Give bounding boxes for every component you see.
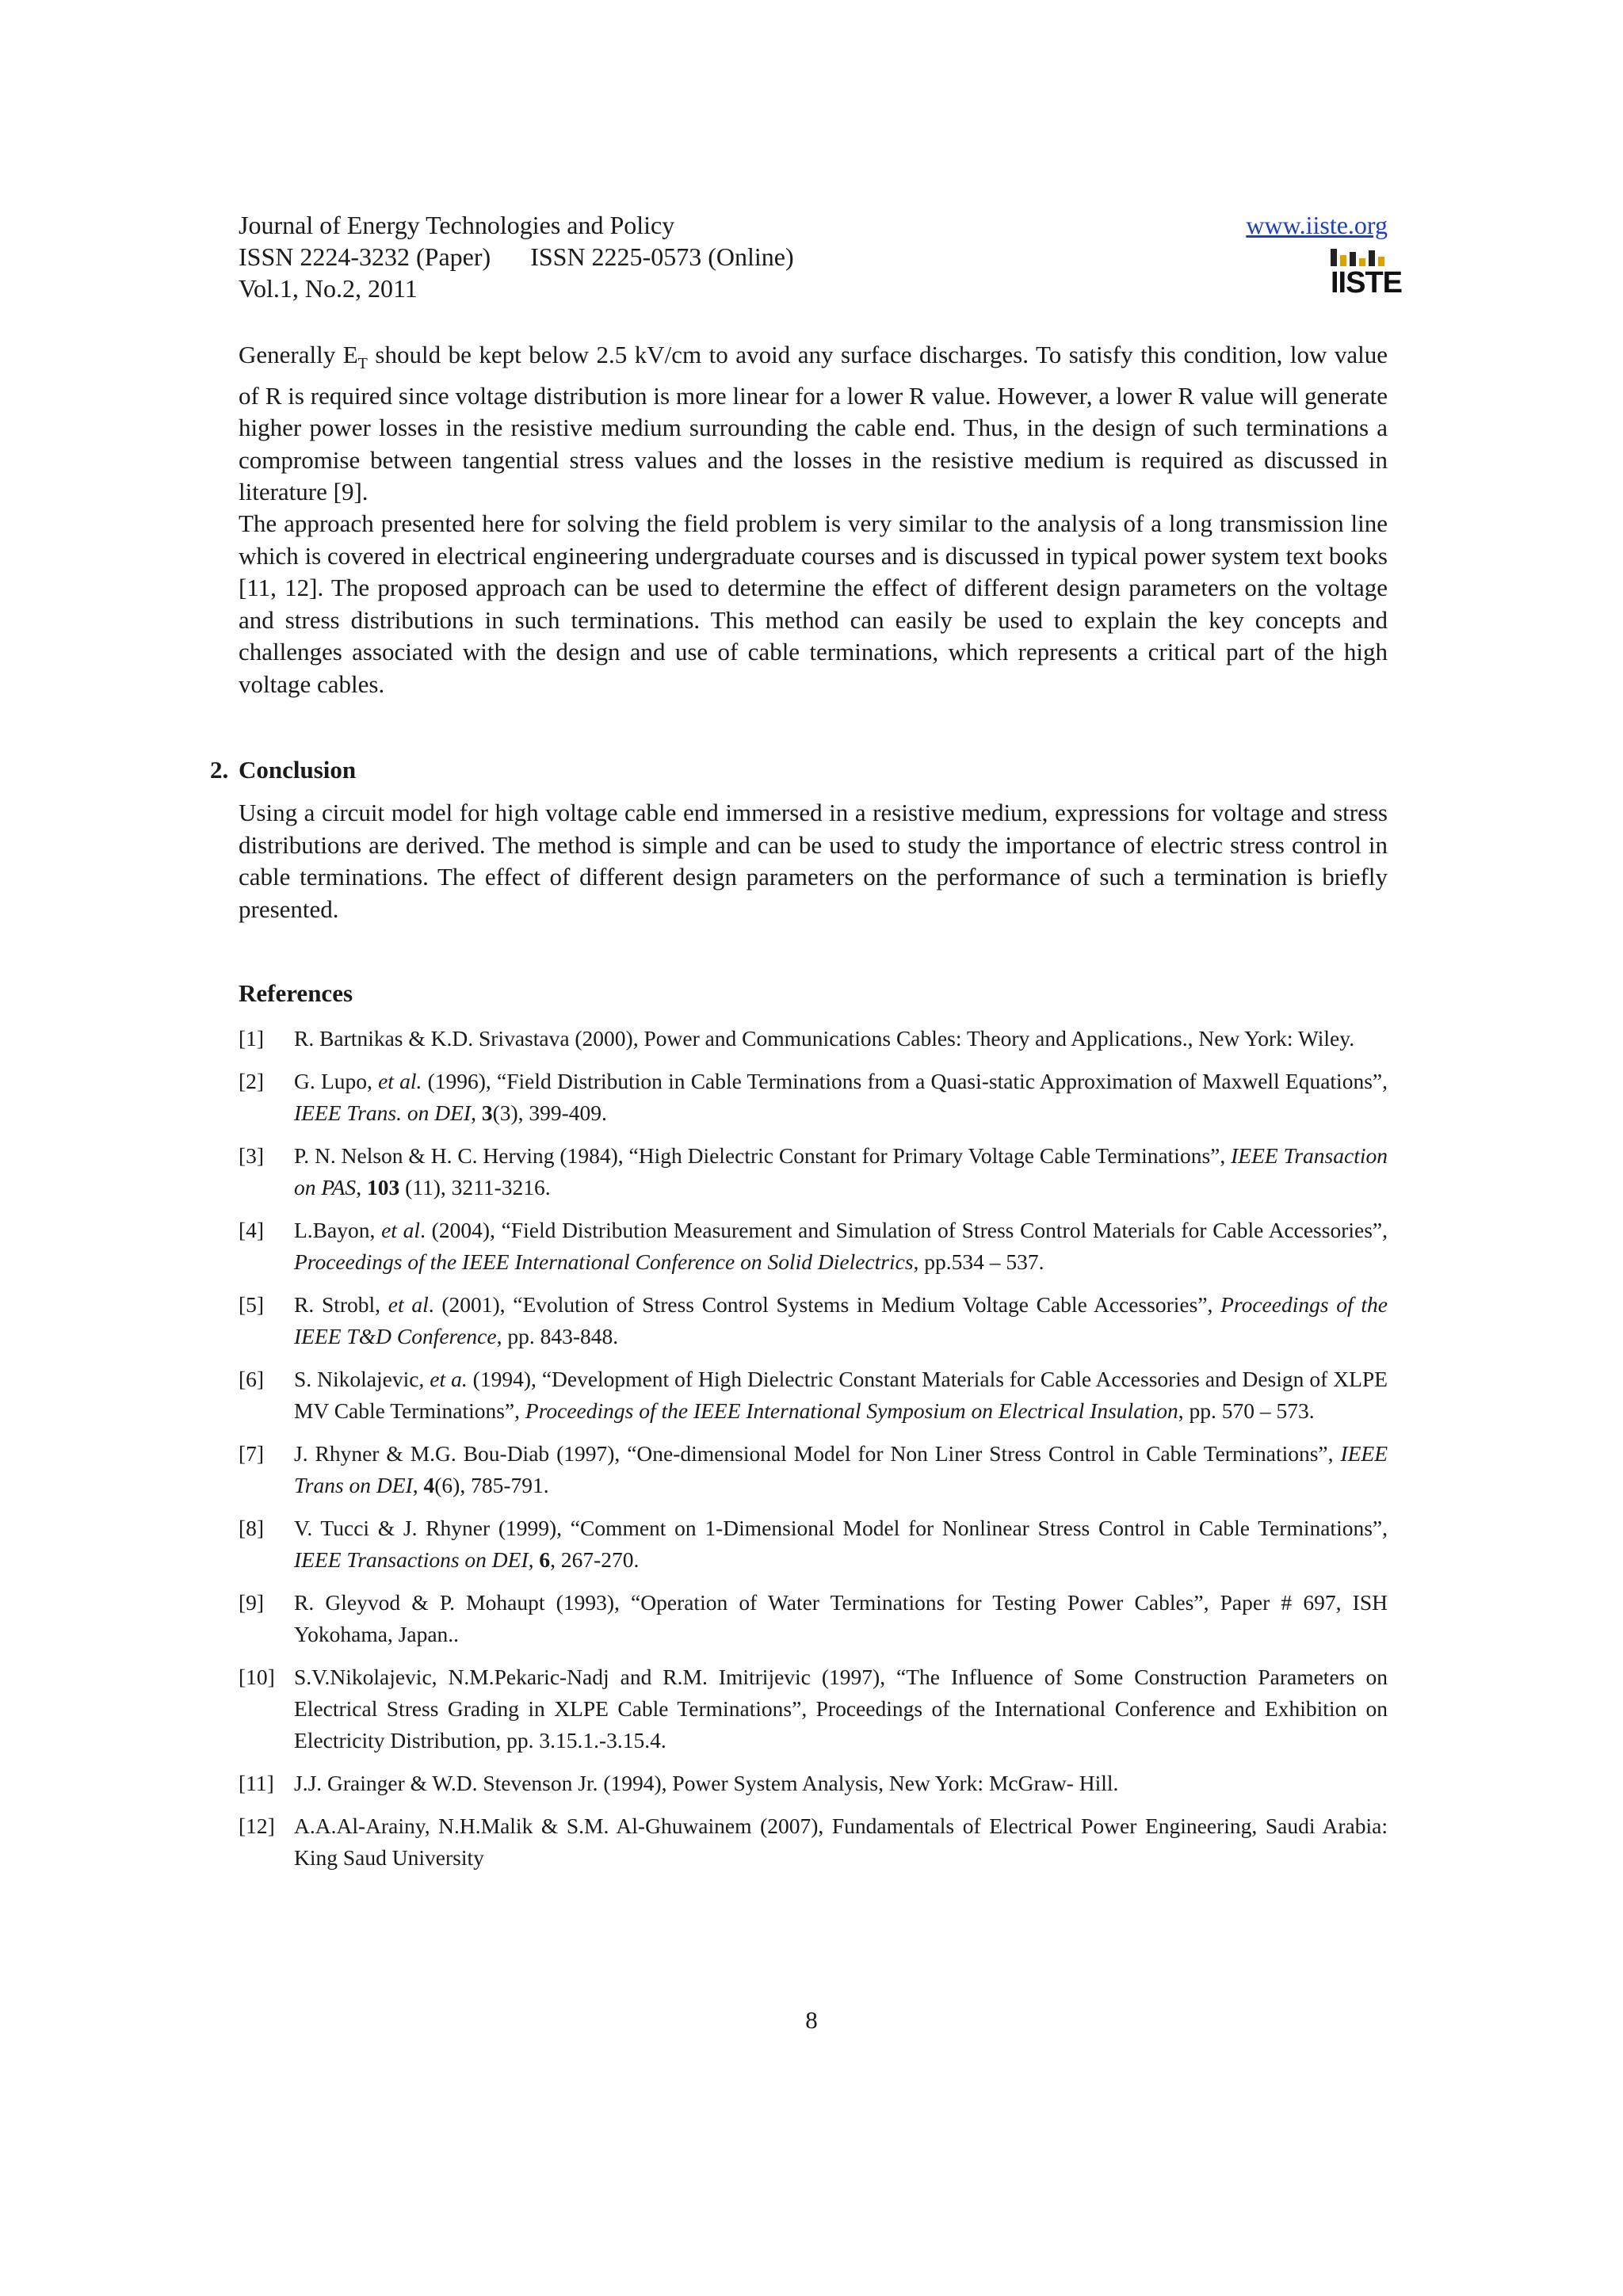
reference-item: [10] S.V.Nikolajevic, N.M.Pekaric-Nadj and R.M. Imitrijevic (1997), “The Influence of Some Construction Parameters on Electrical Stress Grading in XLPE Cable Terminations”, Proceedings of the International Conference and Exhibition on Electricity Distribution, pp. 3.15.1.-3.15.4. [239, 1665, 1388, 1753]
conclusion-paragraph: Using a circuit model for high voltage cable end immersed in a resistive medium, expressions for voltage and stress distributions are derived. The method is simple and can be used to study the importance of electric stress control in cable terminations. The effect of different design parameters on the performance of such a termination is briefly presented. [239, 799, 1388, 923]
volume-info: Vol.1, No.2, 2011 [239, 274, 418, 303]
paragraph-2: The approach presented here for solving the field problem is very similar to the analysis of a long transmission line which is covered in electrical engineering undergraduate courses and is discussed in typical power system text books [11, 12]. The proposed approach can be used to determine the effect of different design parameters on the voltage and stress distributions in such terminations. This method can easily be used to explain the key concepts and challenges associated with the design and use of cable terminations, which represents a critical part of the high voltage cables. [239, 509, 1388, 698]
issn-paper: ISSN 2224-3232 (Paper) [239, 242, 491, 271]
references-heading: References [239, 979, 353, 1007]
reference-item: [5] R. Strobl, et al. (2001), “Evolution of Stress Control Systems in Medium Voltage Cable Accessories”, Proceedings of the IEEE T&D Conference, pp. 843-848. [239, 1292, 1388, 1348]
reference-item: [12] A.A.Al-Arainy, N.H.Malik & S.M. Al-Ghuwainem (2007), Fundamentals of Electrical Power Engineering, Saudi Arabia: King Saud University [239, 1814, 1388, 1870]
reference-item: [8] V. Tucci & J. Rhyner (1999), “Comment on 1-Dimensional Model for Nonlinear Stress Control in Cable Terminations”, IEEE Transactions on DEI, 6, 267-270. [239, 1516, 1388, 1572]
journal-header [239, 209, 1403, 304]
logo-text: IISTE [1331, 266, 1403, 299]
paragraph-1: Generally $E_T$ should be kept below 2.5 kV/cm to avoid any surface discharges. To satisfy this condition, low value of R is required since voltage distribution is more linear for a lower R value. However, a lower R value will generate higher power losses in the resistive medium surrounding the cable end. Thus, in the design of such terminations a compromise between tangential stress values and the losses in the resistive medium is required as discussed in literature [9]. [239, 341, 1388, 506]
logo-bars-icon [1331, 249, 1388, 266]
reference-item: [6] S. Nikolajevic, et a. (1994), “Development of High Dielectric Constant Materials for Cable Accessories and Design of XLPE MV Cable Terminations”, Proceedings of the IEEE International Symposium on Electrical Insulation, pp. 570 – 573. [239, 1367, 1388, 1423]
journal-title: Journal of Energy Technologies and Policy [239, 211, 675, 239]
page-number: 8 [805, 2006, 818, 2034]
section-heading-conclusion: 2. Conclusion [210, 756, 357, 784]
iiste-logo [1331, 249, 1403, 307]
reference-item: [3] P. N. Nelson & H. C. Herving (1984), “High Dielectric Constant for Primary Voltage Cable Terminations”, IEEE Transaction on PAS, 103 (11), 3211-3216. [239, 1143, 1388, 1199]
reference-item: [2] G. Lupo, et al. (1996), “Field Distribution in Cable Terminations from a Quasi-static Approximation of Maxwell Equations”, IEEE Trans. on DEI, 3(3), 399-409. [239, 1069, 1388, 1125]
issn-line [239, 241, 1388, 273]
reference-item: [4] L.Bayon, et al. (2004), “Field Distribution Measurement and Simulation of Stress Control Materials for Cable Accessories”, Proceedings of the IEEE International Conference on Solid Dielectrics, pp.534 – 537. [239, 1218, 1388, 1274]
issn-online: ISSN 2225-0573 (Online) [530, 242, 794, 271]
reference-list [239, 1023, 1388, 1885]
reference-item: [7] J. Rhyner & M.G. Bou-Diab (1997), “One-dimensional Model for Non Liner Stress Control in Cable Terminations”, IEEE Trans on DEI, 4(6), 785-791. [239, 1441, 1388, 1497]
reference-item: [11] J.J. Grainger & W.D. Stevenson Jr. (1994), Power System Analysis, New York: McGraw- Hill. [239, 1771, 1119, 1795]
reference-item: [9] R. Gleyvod & P. Mohaupt (1993), “Operation of Water Terminations for Testing Power Cables”, Paper # 697, ISH Yokohama, Japan.. [239, 1590, 1388, 1646]
reference-item: [1] R. Bartnikas & K.D. Srivastava (2000), Power and Communications Cables: Theory and Applications., New York: Wiley. [239, 1026, 1355, 1051]
website-link[interactable]: www.iiste.org [1246, 211, 1388, 239]
